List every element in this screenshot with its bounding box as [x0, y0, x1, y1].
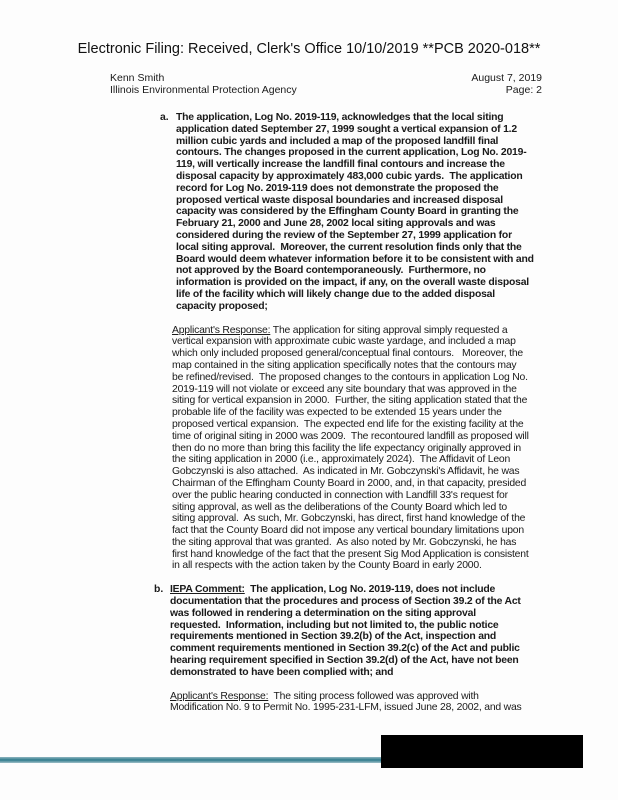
text-line: map contained in the siting application specifically notes that the contours may [172, 359, 517, 371]
response-a-heading: Applicant's Response: [172, 324, 271, 336]
recipient-block [110, 72, 297, 96]
text-line: record for Log No. 2019-119 does not demonstrate the proposed the [176, 182, 499, 194]
text-line: be refined/revised. The proposed changes to the contours in application Log No. [172, 371, 528, 383]
text-line: Gobczynski is also attached. As indicated in Mr. Gobczynski's Affidavit, he was [172, 466, 520, 478]
text-line: million cubic yards and included a map of the proposed landfill final [176, 135, 499, 147]
response-b-heading: Applicant's Response: [170, 690, 269, 702]
text-line: contours. The changes proposed in the current application, Log No. 2019- [176, 147, 527, 159]
item-a [160, 112, 618, 313]
date-block [471, 72, 542, 96]
text-line: proposed vertical expansion. The expected end life for the existing facility at the [172, 418, 524, 430]
text-line: capacity was considered by the Effingham County Board in granting the [176, 206, 519, 218]
text-line: siting approval, as well as the deliberations of the County Board which led to [172, 501, 507, 513]
letter-body [0, 112, 618, 714]
response-a [172, 325, 618, 573]
item-b-comment [170, 584, 521, 678]
text-line: proposed vertical waste disposal boundaries and increased disposal [176, 194, 503, 206]
response-b-first-line: The siting process followed was approved with [268, 690, 479, 702]
page-number: Page: 2 [505, 84, 542, 96]
text-line: vertical expansion with approximate cubic waste yardage, and included a map [172, 336, 516, 348]
text-line: first hand knowledge of the fact that the present Sig Mod Application is consistent [172, 548, 529, 560]
text-line: comment requirements mentioned in Section 39.2(c) of the Act and public [170, 643, 520, 655]
text-line: application dated September 27, 1999 sought a vertical expansion of 1.2 [176, 123, 517, 135]
text-line: hearing requirement specified in Section 39.2(d) of the Act, have not been [170, 655, 519, 667]
recipient-agency: Illinois Environmental Protection Agency [110, 84, 297, 96]
item-a-comment [176, 112, 534, 313]
item-b-label: b. [154, 584, 164, 596]
text-line: probable life of the facility was expected to be extended 15 years under the [172, 407, 502, 419]
text-line: February 21, 2000 and June 28, 2002 local siting approvals and was [176, 218, 496, 230]
filing-stamp: Electronic Filing: Received, Clerk's Office 10/10/2019 **PCB 2020-018** [77, 41, 541, 57]
text-line: The application, Log No. 2019-119, acknowledges that the local siting [176, 112, 504, 123]
text-line: demonstrated to have been complied with; and [170, 666, 394, 678]
text-line: the siting approval that was granted. As also noted by Mr. Gobczynski, he has [172, 536, 517, 548]
text-line: Modification No. 9 to Permit No. 1995-231-LFM, issued June 28, 2002, and was [170, 702, 522, 714]
text-line: 2019-119 will not violate or exceed any site boundary that was approved in the [172, 383, 517, 395]
recipient-name: Kenn Smith [110, 72, 165, 84]
text-line: documentation that the procedures and process of Section 39.2 of the Act [170, 596, 521, 608]
text-line: the siting application in 2000 (i.e., approximately 2024). The Affidavit of Leon [172, 454, 511, 466]
text-line: not approved by the Board contemporaneously. Furthermore, no [176, 265, 486, 277]
text-line: Board would deem whatever information before it to be consistent with and [176, 253, 534, 265]
text-line: siting for vertical expansion in 2000. Further, the siting application stated that the [172, 395, 528, 407]
text-line: capacity proposed; [176, 300, 268, 312]
text-line: local siting approval. Moreover, the current resolution finds only that the [176, 241, 522, 253]
text-line: then do no more than bring this facility the life expectancy originally approved in [172, 442, 522, 454]
text-line: time of original siting in 2000 was 2009. The recontoured landfill as proposed will [172, 430, 529, 442]
text-line: which only included proposed general/conceptual final contours. Moreover, the [172, 348, 523, 360]
item-b [154, 584, 618, 678]
text-line: requested. Information, including but not limited to, the public notice [170, 619, 499, 631]
text-line: over the public hearing conducted in connection with Landfill 33's request for [172, 489, 508, 501]
text-line: Chairman of the Effingham County Board in 2000, and, in that capacity, presided [172, 477, 527, 489]
text-line: disposal capacity by approximately 483,000 cubic yards. The application [176, 170, 523, 182]
text-line: was followed in rendering a determination on the siting approval [170, 607, 476, 619]
text-line: 119, will vertically increase the landfill final contours and increase the [176, 159, 505, 171]
letter-date: August 7, 2019 [471, 72, 542, 84]
response-a-first-line: The application for siting approval simply requested a [270, 324, 508, 336]
text-line: siting approval. As such, Mr. Gobczynski, has direct, first hand knowledge of the [172, 513, 526, 525]
response-b [170, 691, 618, 715]
text-line: considered during the review of the September 27, 1999 application for [176, 229, 512, 241]
letter-header [110, 72, 542, 96]
redaction-box [381, 735, 583, 768]
text-line: life of the facility which will likely change due to the added disposal [176, 288, 495, 300]
text-line: requirements mentioned in Section 39.2(b) of the Act, inspection and [170, 631, 497, 643]
item-a-label: a. [160, 112, 169, 123]
text-line: fact that the County Board did not impose any vertical boundary limitations upon [172, 525, 524, 537]
item-b-first-line: The application, Log No. 2019-119, does not include [244, 584, 496, 596]
text-line: information is provided on the impact, if any, on the overall waste disposal [176, 277, 529, 289]
text-line: in all respects with the action taken by the County Board in early 2000. [172, 560, 482, 572]
footer-bar [0, 757, 382, 763]
item-b-heading: IEPA Comment: [170, 584, 245, 596]
